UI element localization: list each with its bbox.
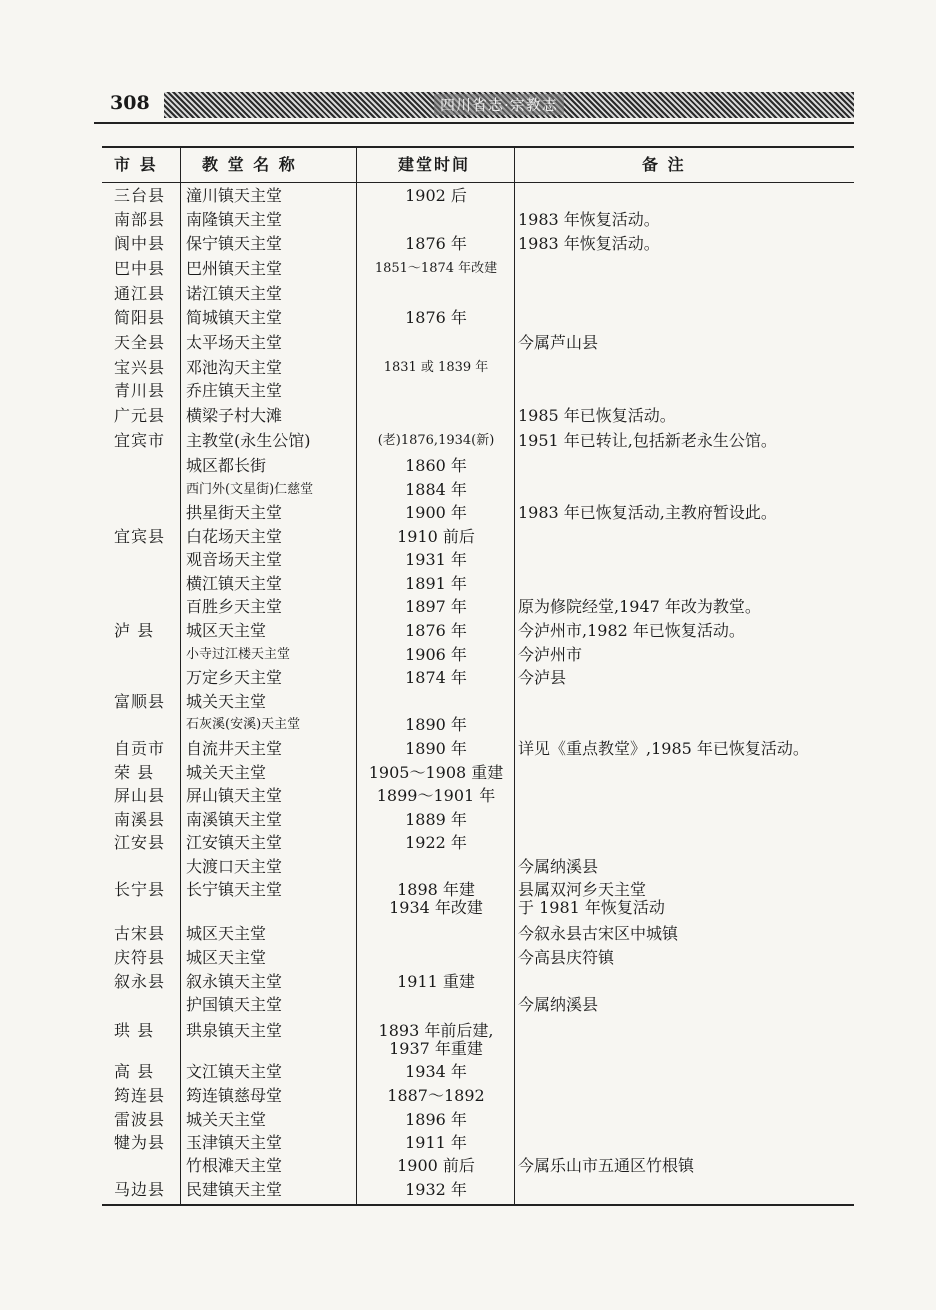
county-cell: 古宋县 bbox=[114, 924, 166, 943]
build-year-cell: 1932 年 bbox=[405, 1180, 467, 1199]
build-year-cell: 1876 年 bbox=[405, 308, 467, 327]
church-name-cell: 城区天主堂 bbox=[186, 924, 267, 943]
county-cell: 叙永县 bbox=[114, 972, 166, 991]
header-rule bbox=[94, 122, 854, 124]
church-name-cell: 诺江镇天主堂 bbox=[186, 284, 283, 303]
remark-cell: 详见《重点教堂》,1985 年已恢复活动。 bbox=[518, 739, 809, 758]
county-cell: 通江县 bbox=[114, 284, 166, 303]
remark-cell: 今属乐山市五通区竹根镇 bbox=[518, 1156, 695, 1175]
header-county: 市 县 bbox=[114, 155, 158, 174]
county-cell: 巴中县 bbox=[114, 259, 166, 278]
church-name-cell: 太平场天主堂 bbox=[186, 333, 283, 352]
build-year-cell: 1911 年 bbox=[405, 1133, 467, 1152]
church-name-cell: 大渡口天主堂 bbox=[186, 857, 283, 876]
build-year-cell: 1896 年 bbox=[405, 1110, 467, 1129]
header-church-name: 教 堂 名 称 bbox=[202, 155, 297, 174]
header-build-year: 建堂时间 bbox=[398, 155, 471, 174]
column-divider bbox=[514, 146, 515, 1206]
county-cell: 青川县 bbox=[114, 381, 166, 400]
county-cell: 阆中县 bbox=[114, 234, 166, 253]
build-year-cell: 1874 年 bbox=[405, 668, 467, 687]
county-cell: 马边县 bbox=[114, 1180, 166, 1199]
remark-cell: 1985 年已恢复活动。 bbox=[518, 406, 676, 425]
page-header bbox=[94, 88, 854, 124]
remark-cell: 1951 年已转让,包括新老永生公馆。 bbox=[518, 431, 777, 450]
county-cell: 荣 县 bbox=[114, 763, 155, 782]
church-name-cell: 江安镇天主堂 bbox=[186, 833, 283, 852]
church-name-cell: 城区都长街 bbox=[186, 456, 267, 475]
church-name-cell: 城区天主堂 bbox=[186, 948, 267, 967]
column-divider bbox=[356, 146, 357, 1206]
church-name-cell: 南溪镇天主堂 bbox=[186, 810, 283, 829]
church-name-cell: 邓池沟天主堂 bbox=[186, 358, 283, 377]
build-year-cell: 1860 年 bbox=[405, 456, 467, 475]
county-cell: 江安县 bbox=[114, 833, 166, 852]
remark-cell: 今泸州市 bbox=[518, 645, 583, 664]
build-year-cell: 1887～1892 bbox=[387, 1086, 485, 1105]
county-cell: 长宁县 bbox=[114, 880, 166, 899]
remark-cell: 今泸县 bbox=[518, 668, 567, 687]
county-cell: 庆符县 bbox=[114, 948, 166, 967]
build-year-cell: 1934 年 bbox=[405, 1062, 467, 1081]
build-year-cell: 1906 年 bbox=[405, 645, 467, 664]
build-year-cell: 1937 年重建 bbox=[389, 1039, 483, 1058]
remark-cell: 今高县庆符镇 bbox=[518, 948, 615, 967]
church-name-cell: 潼川镇天主堂 bbox=[186, 186, 283, 205]
church-name-cell: 屏山镇天主堂 bbox=[186, 786, 283, 805]
build-year-cell: 1898 年建 bbox=[397, 880, 475, 899]
church-name-cell: 拱星街天主堂 bbox=[186, 503, 283, 522]
build-year-cell: 1876 年 bbox=[405, 621, 467, 640]
county-cell: 高 县 bbox=[114, 1062, 155, 1081]
church-name-cell: 万定乡天主堂 bbox=[186, 668, 283, 687]
remark-cell: 1983 年恢复活动。 bbox=[518, 210, 660, 229]
table-header-rule bbox=[102, 182, 854, 183]
build-year-cell: 1884 年 bbox=[405, 480, 467, 499]
build-year-cell: 1905～1908 重建 bbox=[368, 763, 504, 782]
church-name-cell: 横江镇天主堂 bbox=[186, 574, 283, 593]
church-name-cell: 西门外(文星街)仁慈堂 bbox=[186, 482, 314, 497]
church-name-cell: 护国镇天主堂 bbox=[186, 995, 283, 1014]
build-year-cell: 1890 年 bbox=[405, 715, 467, 734]
county-cell: 宜宾市 bbox=[114, 431, 166, 450]
county-cell: 犍为县 bbox=[114, 1133, 166, 1152]
county-cell: 南溪县 bbox=[114, 810, 166, 829]
church-name-cell: 南隆镇天主堂 bbox=[186, 210, 283, 229]
county-cell: 宜宾县 bbox=[114, 527, 166, 546]
church-name-cell: 保宁镇天主堂 bbox=[186, 234, 283, 253]
church-name-cell: 主教堂(永生公馆) bbox=[186, 431, 311, 450]
build-year-cell: 1831 或 1839 年 bbox=[383, 360, 489, 375]
build-year-cell: 1889 年 bbox=[405, 810, 467, 829]
county-cell: 屏山县 bbox=[114, 786, 166, 805]
book-title: 四川省志·宗教志 bbox=[434, 94, 564, 115]
county-cell: 宝兴县 bbox=[114, 358, 166, 377]
build-year-cell: 1934 年改建 bbox=[389, 898, 483, 917]
church-name-cell: 城关天主堂 bbox=[186, 763, 267, 782]
header-band bbox=[164, 92, 854, 118]
table-bottom-rule bbox=[102, 1204, 854, 1206]
church-name-cell: 百胜乡天主堂 bbox=[186, 597, 283, 616]
build-year-cell: 1922 年 bbox=[405, 833, 467, 852]
county-cell: 筠连县 bbox=[114, 1086, 166, 1105]
page-number: 308 bbox=[110, 92, 150, 114]
church-name-cell: 长宁镇天主堂 bbox=[186, 880, 283, 899]
church-name-cell: 横梁子村大滩 bbox=[186, 406, 283, 425]
header-remarks: 备 注 bbox=[642, 155, 686, 174]
remark-cell: 1983 年已恢复活动,主教府暂设此。 bbox=[518, 503, 777, 522]
county-cell: 三台县 bbox=[114, 186, 166, 205]
church-name-cell: 珙泉镇天主堂 bbox=[186, 1021, 283, 1040]
table-top-rule bbox=[102, 146, 854, 148]
county-cell: 自贡市 bbox=[114, 739, 166, 758]
remark-cell: 县属双河乡天主堂 bbox=[518, 880, 647, 899]
build-year-cell: 1897 年 bbox=[405, 597, 467, 616]
column-divider bbox=[180, 146, 181, 1206]
remark-cell: 1983 年恢复活动。 bbox=[518, 234, 660, 253]
church-name-cell: 简城镇天主堂 bbox=[186, 308, 283, 327]
build-year-cell: 1931 年 bbox=[405, 550, 467, 569]
church-name-cell: 玉津镇天主堂 bbox=[186, 1133, 283, 1152]
church-name-cell: 小寺过江楼天主堂 bbox=[186, 647, 291, 662]
remark-cell: 今泸州市,1982 年已恢复活动。 bbox=[518, 621, 745, 640]
county-cell: 泸 县 bbox=[114, 621, 155, 640]
build-year-cell: 1902 后 bbox=[405, 186, 467, 205]
remark-cell: 今叙永县古宋区中城镇 bbox=[518, 924, 679, 943]
church-name-cell: 文江镇天主堂 bbox=[186, 1062, 283, 1081]
church-name-cell: 白花场天主堂 bbox=[186, 527, 283, 546]
church-name-cell: 城关天主堂 bbox=[186, 1110, 267, 1129]
church-name-cell: 石灰溪(安溪)天主堂 bbox=[186, 717, 301, 732]
remark-cell: 原为修院经堂,1947 年改为教堂。 bbox=[518, 597, 761, 616]
build-year-cell: 1910 前后 bbox=[397, 527, 475, 546]
county-cell: 天全县 bbox=[114, 333, 166, 352]
church-name-cell: 民建镇天主堂 bbox=[186, 1180, 283, 1199]
remark-cell: 今属纳溪县 bbox=[518, 995, 599, 1014]
church-name-cell: 自流井天主堂 bbox=[186, 739, 283, 758]
county-cell: 雷波县 bbox=[114, 1110, 166, 1129]
church-name-cell: 竹根滩天主堂 bbox=[186, 1156, 283, 1175]
build-year-cell: 1891 年 bbox=[405, 574, 467, 593]
county-cell: 珙 县 bbox=[114, 1021, 155, 1040]
build-year-cell: 1899～1901 年 bbox=[376, 786, 496, 805]
build-year-cell: (老)1876,1934(新) bbox=[377, 433, 495, 448]
county-cell: 南部县 bbox=[114, 210, 166, 229]
remark-cell: 于 1981 年恢复活动 bbox=[518, 898, 665, 917]
church-name-cell: 乔庄镇天主堂 bbox=[186, 381, 283, 400]
church-name-cell: 城区天主堂 bbox=[186, 621, 267, 640]
remark-cell: 今属纳溪县 bbox=[518, 857, 599, 876]
build-year-cell: 1900 年 bbox=[405, 503, 467, 522]
church-name-cell: 城关天主堂 bbox=[186, 692, 267, 711]
church-name-cell: 筠连镇慈母堂 bbox=[186, 1086, 283, 1105]
build-year-cell: 1900 前后 bbox=[397, 1156, 475, 1175]
county-cell: 富顺县 bbox=[114, 692, 166, 711]
build-year-cell: 1890 年 bbox=[405, 739, 467, 758]
build-year-cell: 1911 重建 bbox=[397, 972, 475, 991]
church-name-cell: 巴州镇天主堂 bbox=[186, 259, 283, 278]
remark-cell: 今属芦山县 bbox=[518, 333, 599, 352]
county-cell: 简阳县 bbox=[114, 308, 166, 327]
church-table bbox=[102, 146, 854, 1208]
county-cell: 广元县 bbox=[114, 406, 166, 425]
church-name-cell: 观音场天主堂 bbox=[186, 550, 283, 569]
build-year-cell: 1893 年前后建, bbox=[378, 1021, 494, 1040]
build-year-cell: 1876 年 bbox=[405, 234, 467, 253]
church-name-cell: 叙永镇天主堂 bbox=[186, 972, 283, 991]
build-year-cell: 1851～1874 年改建 bbox=[374, 261, 498, 276]
